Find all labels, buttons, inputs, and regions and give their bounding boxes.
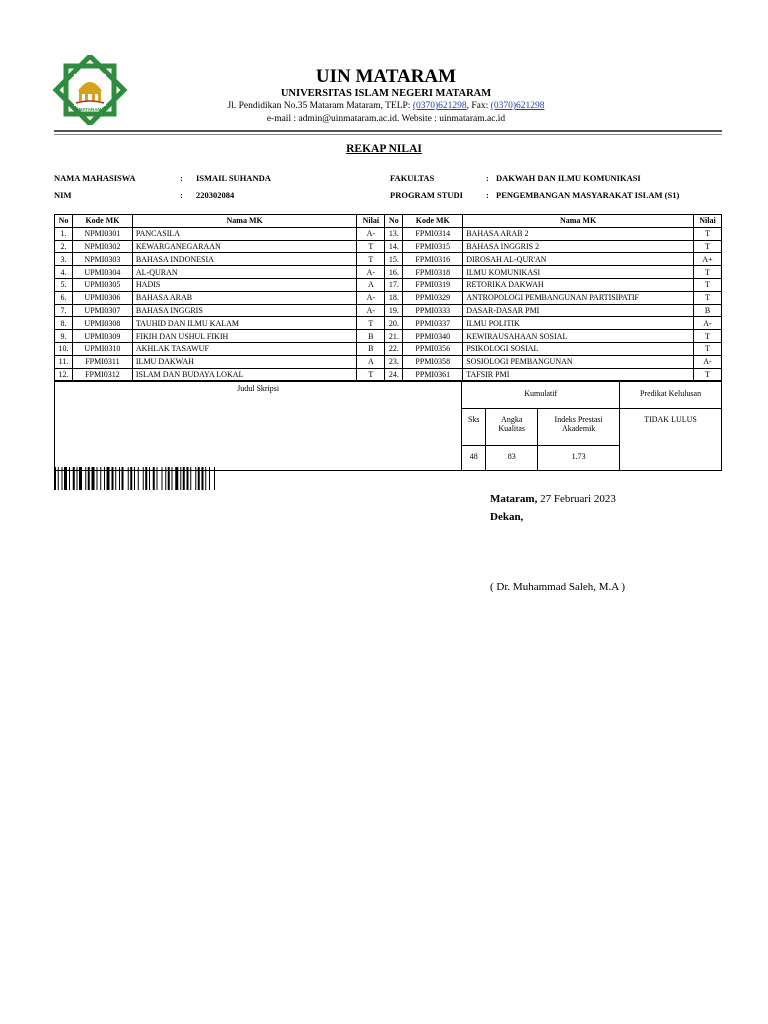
barcode-bar: [58, 467, 59, 490]
col-header-grade: Nilai: [693, 215, 721, 228]
cell-code: PPMI0358: [403, 355, 463, 368]
barcode-bar: [73, 467, 75, 490]
signature-date: 27 Februari 2023: [540, 493, 616, 505]
barcode-bar: [97, 467, 98, 490]
cell-name: BAHASA ARAB: [132, 291, 356, 304]
cell-grade: A-: [357, 266, 385, 279]
summary-table: [54, 381, 722, 471]
cell-no: 4.: [55, 266, 73, 279]
barcode-bar: [88, 467, 90, 490]
cell-grade: T: [693, 240, 721, 253]
table-row: [55, 227, 722, 240]
barcode-bar: [128, 467, 129, 490]
cell-code: UPMI0310: [72, 342, 132, 355]
barcode-bar: [100, 467, 101, 490]
barcode-bar: [162, 467, 163, 490]
signature-role: Dekan,: [490, 511, 524, 523]
cell-name: BAHASA INDONESIA: [132, 253, 356, 266]
barcode-bar: [180, 467, 181, 490]
barcode-bar: [187, 467, 189, 490]
quality-value: 83: [486, 446, 538, 471]
barcode-bar: [79, 467, 82, 490]
cell-grade: T: [357, 317, 385, 330]
cell-name: ILMU POLITIK: [463, 317, 694, 330]
cell-code: FPMI0316: [403, 253, 463, 266]
cell-name: DIROSAH AL-QUR'AN: [463, 253, 694, 266]
quality-header: Angka Kualitas: [486, 409, 538, 446]
ipk-header: Indeks Prestasi Akademik: [538, 409, 620, 446]
student-name-label: NAMA MAHASISWA: [54, 173, 136, 183]
cell-grade: B: [357, 342, 385, 355]
cell-grade: T: [693, 368, 721, 381]
barcode-bar: [119, 467, 120, 490]
cell-name: ILMU KOMUNIKASI: [463, 266, 694, 279]
cell-no: 9.: [55, 330, 73, 343]
cell-code: FPMI0319: [403, 278, 463, 291]
ipk-value: 1.73: [538, 446, 620, 471]
table-row: [55, 253, 722, 266]
cell-grade: T: [357, 368, 385, 381]
cell-no: 3.: [55, 253, 73, 266]
cell-name: TAFSIR PMI: [463, 368, 694, 381]
cell-no: 23.: [385, 355, 403, 368]
colon: :: [180, 173, 183, 183]
colon: :: [486, 173, 489, 183]
cell-no: 5.: [55, 278, 73, 291]
cell-no: 21.: [385, 330, 403, 343]
student-name: ISMAIL SUHANDA: [196, 173, 271, 183]
barcode-bar: [92, 467, 95, 490]
cell-no: 14.: [385, 240, 403, 253]
barcode-bar: [165, 467, 166, 490]
cell-code: PPMI0361: [403, 368, 463, 381]
cell-code: FPMI0315: [403, 240, 463, 253]
cell-code: UPMI0304: [72, 266, 132, 279]
cell-code: PPMI0333: [403, 304, 463, 317]
cell-code: FPMI0318: [403, 266, 463, 279]
thesis-title-cell: [55, 382, 462, 471]
cell-name: AL-QURAN: [132, 266, 356, 279]
cell-name: SOSIOLOGI PEMBANGUNAN: [463, 355, 694, 368]
cell-grade: T: [693, 291, 721, 304]
faculty-label: FAKULTAS: [390, 173, 435, 183]
colon: :: [486, 190, 489, 200]
cell-name: PSIKOLOGI SOSIAL: [463, 342, 694, 355]
cell-no: 20.: [385, 317, 403, 330]
cell-grade: A-: [693, 317, 721, 330]
cell-grade: T: [693, 278, 721, 291]
col-header-name: Nama MK: [463, 215, 694, 228]
cell-name: BAHASA INGGRIS 2: [463, 240, 694, 253]
barcode-bar: [172, 467, 173, 490]
barcode-bar: [134, 467, 135, 490]
fax-link[interactable]: (0370)621298: [490, 101, 545, 111]
table-row: [55, 317, 722, 330]
nim-value: 220302084: [196, 190, 235, 200]
cell-grade: A-: [357, 227, 385, 240]
address-text: Jl. Pendidikan No.35 Mataram Mataram, TELP:: [227, 101, 411, 111]
table-row: [55, 342, 722, 355]
cell-code: UPMI0307: [72, 304, 132, 317]
barcode-bar: [195, 467, 196, 490]
cell-grade: T: [693, 266, 721, 279]
barcode-bar: [122, 467, 124, 490]
cell-grade: A-: [693, 355, 721, 368]
barcode: [54, 467, 267, 490]
signature-city: Mataram,: [490, 493, 538, 505]
cell-name: ISLAM DAN BUDAYA LOKAL: [132, 368, 356, 381]
university-full-name: UNIVERSITAS ISLAM NEGERI MATARAM: [280, 88, 492, 99]
grades-body: [55, 227, 722, 381]
cell-grade: A-: [357, 291, 385, 304]
table-header-row: [55, 215, 722, 228]
cell-grade: A+: [693, 253, 721, 266]
cell-no: 13.: [385, 227, 403, 240]
cell-code: NPMI0303: [72, 253, 132, 266]
table-row: [55, 278, 722, 291]
cell-grade: T: [693, 227, 721, 240]
cell-code: UPMI0305: [72, 278, 132, 291]
barcode-bar: [64, 467, 67, 490]
col-header-no: No: [385, 215, 403, 228]
cell-grade: A: [357, 355, 385, 368]
barcode-bar: [85, 467, 86, 490]
cell-name: KEWARGANEGARAAN: [132, 240, 356, 253]
university-name: UIN MATARAM: [315, 66, 457, 87]
sks-value: 48: [462, 446, 486, 471]
cell-name: DASAR-DASAR PMI: [463, 304, 694, 317]
fax-label: , Fax:: [466, 101, 489, 111]
cell-name: BAHASA INGGRIS: [132, 304, 356, 317]
cell-code: FPMI0312: [72, 368, 132, 381]
university-contact: e-mail : admin@uinmataram.ac.id. Website : uinmataram.ac.id: [266, 114, 506, 124]
table-row: [55, 355, 722, 368]
cell-code: UPMI0308: [72, 317, 132, 330]
cell-code: NPMI0301: [72, 227, 132, 240]
colon: :: [180, 190, 183, 200]
barcode-bar: [115, 467, 116, 490]
cell-name: KEWIRAUSAHAAN SOSIAL: [463, 330, 694, 343]
phone-link[interactable]: (0370)621298: [412, 101, 467, 111]
cell-name: RETORIKA DAKWAH: [463, 278, 694, 291]
cell-code: FPMI0311: [72, 355, 132, 368]
header-divider-thin: [54, 134, 722, 135]
cell-grade: T: [357, 240, 385, 253]
cell-code: PPMI0337: [403, 317, 463, 330]
cell-no: 24.: [385, 368, 403, 381]
barcode-bar: [198, 467, 200, 490]
cell-grade: A-: [357, 304, 385, 317]
cell-name: ANTROPOLOGI PEMBANGUNAN PARTISIPATIF: [463, 291, 694, 304]
cell-no: 2.: [55, 240, 73, 253]
barcode-bar: [205, 467, 206, 490]
predicate-value: TIDAK LULUS: [620, 409, 722, 471]
barcode-bar: [138, 467, 139, 490]
barcode-bar: [214, 467, 215, 490]
cell-name: HADIS: [132, 278, 356, 291]
barcode-bar: [157, 467, 158, 490]
cell-grade: B: [357, 330, 385, 343]
barcode-bar: [168, 467, 170, 490]
cell-code: FPMI0314: [403, 227, 463, 240]
cell-grade: A: [357, 278, 385, 291]
program-label: PROGRAM STUDI: [390, 190, 463, 200]
cell-no: 11.: [55, 355, 73, 368]
barcode-bar: [54, 467, 56, 490]
cell-no: 15.: [385, 253, 403, 266]
cell-no: 19.: [385, 304, 403, 317]
barcode-bar: [209, 467, 210, 490]
program-value: PENGEMBANGAN MASYARAKAT ISLAM (S1): [496, 190, 680, 200]
cell-name: TAUHID DAN ILMU KALAM: [132, 317, 356, 330]
barcode-bar: [143, 467, 144, 490]
cell-no: 1.: [55, 227, 73, 240]
document-title: REKAP NILAI: [346, 143, 422, 155]
cell-code: PPMI0329: [403, 291, 463, 304]
sks-header: Sks: [462, 409, 486, 446]
predicate-header: Predikat Kelulusan: [620, 382, 722, 409]
barcode-bar: [104, 467, 105, 490]
barcode-bar: [69, 467, 70, 490]
grades-table: [54, 214, 722, 381]
cell-no: 10.: [55, 342, 73, 355]
col-header-code: Kode MK: [403, 215, 463, 228]
table-row: [55, 291, 722, 304]
barcode-bar: [190, 467, 191, 490]
cell-no: 8.: [55, 317, 73, 330]
col-header-name: Nama MK: [132, 215, 356, 228]
cell-no: 12.: [55, 368, 73, 381]
cell-no: 18.: [385, 291, 403, 304]
cell-no: 16.: [385, 266, 403, 279]
table-row: [55, 266, 722, 279]
barcode-bar: [62, 467, 63, 490]
header-divider: [54, 130, 722, 132]
barcode-bar: [107, 467, 110, 490]
cell-name: BAHASA ARAB 2: [463, 227, 694, 240]
cell-code: UPMI0309: [72, 330, 132, 343]
cell-code: NPMI0302: [72, 240, 132, 253]
cell-name: ILMU DAKWAH: [132, 355, 356, 368]
university-logo: [52, 55, 128, 125]
barcode-bar: [145, 467, 147, 490]
cell-name: PANCASILA: [132, 227, 356, 240]
cell-no: 7.: [55, 304, 73, 317]
signature-name: ( Dr. Muhammad Saleh, M.A ): [490, 581, 626, 593]
table-row: [55, 240, 722, 253]
barcode-bar: [153, 467, 155, 490]
cell-grade: T: [693, 342, 721, 355]
barcode-bar: [77, 467, 78, 490]
cell-no: 6.: [55, 291, 73, 304]
col-header-grade: Nilai: [357, 215, 385, 228]
logo-text: MATARAM: [78, 107, 102, 112]
col-header-no: No: [55, 215, 73, 228]
cell-name: FIKIH DAN USHUL FIKIH: [132, 330, 356, 343]
barcode-bar: [202, 467, 204, 490]
nim-label: NIM: [54, 190, 72, 200]
table-row: [55, 304, 722, 317]
thesis-title-label: Judul Skripsi: [237, 384, 280, 393]
barcode-bar: [112, 467, 114, 490]
barcode-bar: [149, 467, 150, 490]
barcode-bar: [130, 467, 132, 490]
cell-grade: B: [693, 304, 721, 317]
barcode-bar: [175, 467, 178, 490]
cell-grade: T: [693, 330, 721, 343]
col-header-code: Kode MK: [72, 215, 132, 228]
cell-name: AKHLAK TASAWUF: [132, 342, 356, 355]
cumulative-header: Kumulatif: [462, 382, 620, 409]
cell-code: PPMI0340: [403, 330, 463, 343]
cell-no: 22.: [385, 342, 403, 355]
cell-no: 17.: [385, 278, 403, 291]
faculty-value: DAKWAH DAN ILMU KOMUNIKASI: [496, 173, 641, 183]
signature-place-date: [490, 493, 616, 505]
barcode-bar: [183, 467, 185, 490]
table-row: [55, 368, 722, 381]
cell-grade: T: [357, 253, 385, 266]
cell-code: UPMI0306: [72, 291, 132, 304]
table-row: [55, 330, 722, 343]
university-address: [130, 101, 642, 111]
cell-code: PPMI0356: [403, 342, 463, 355]
